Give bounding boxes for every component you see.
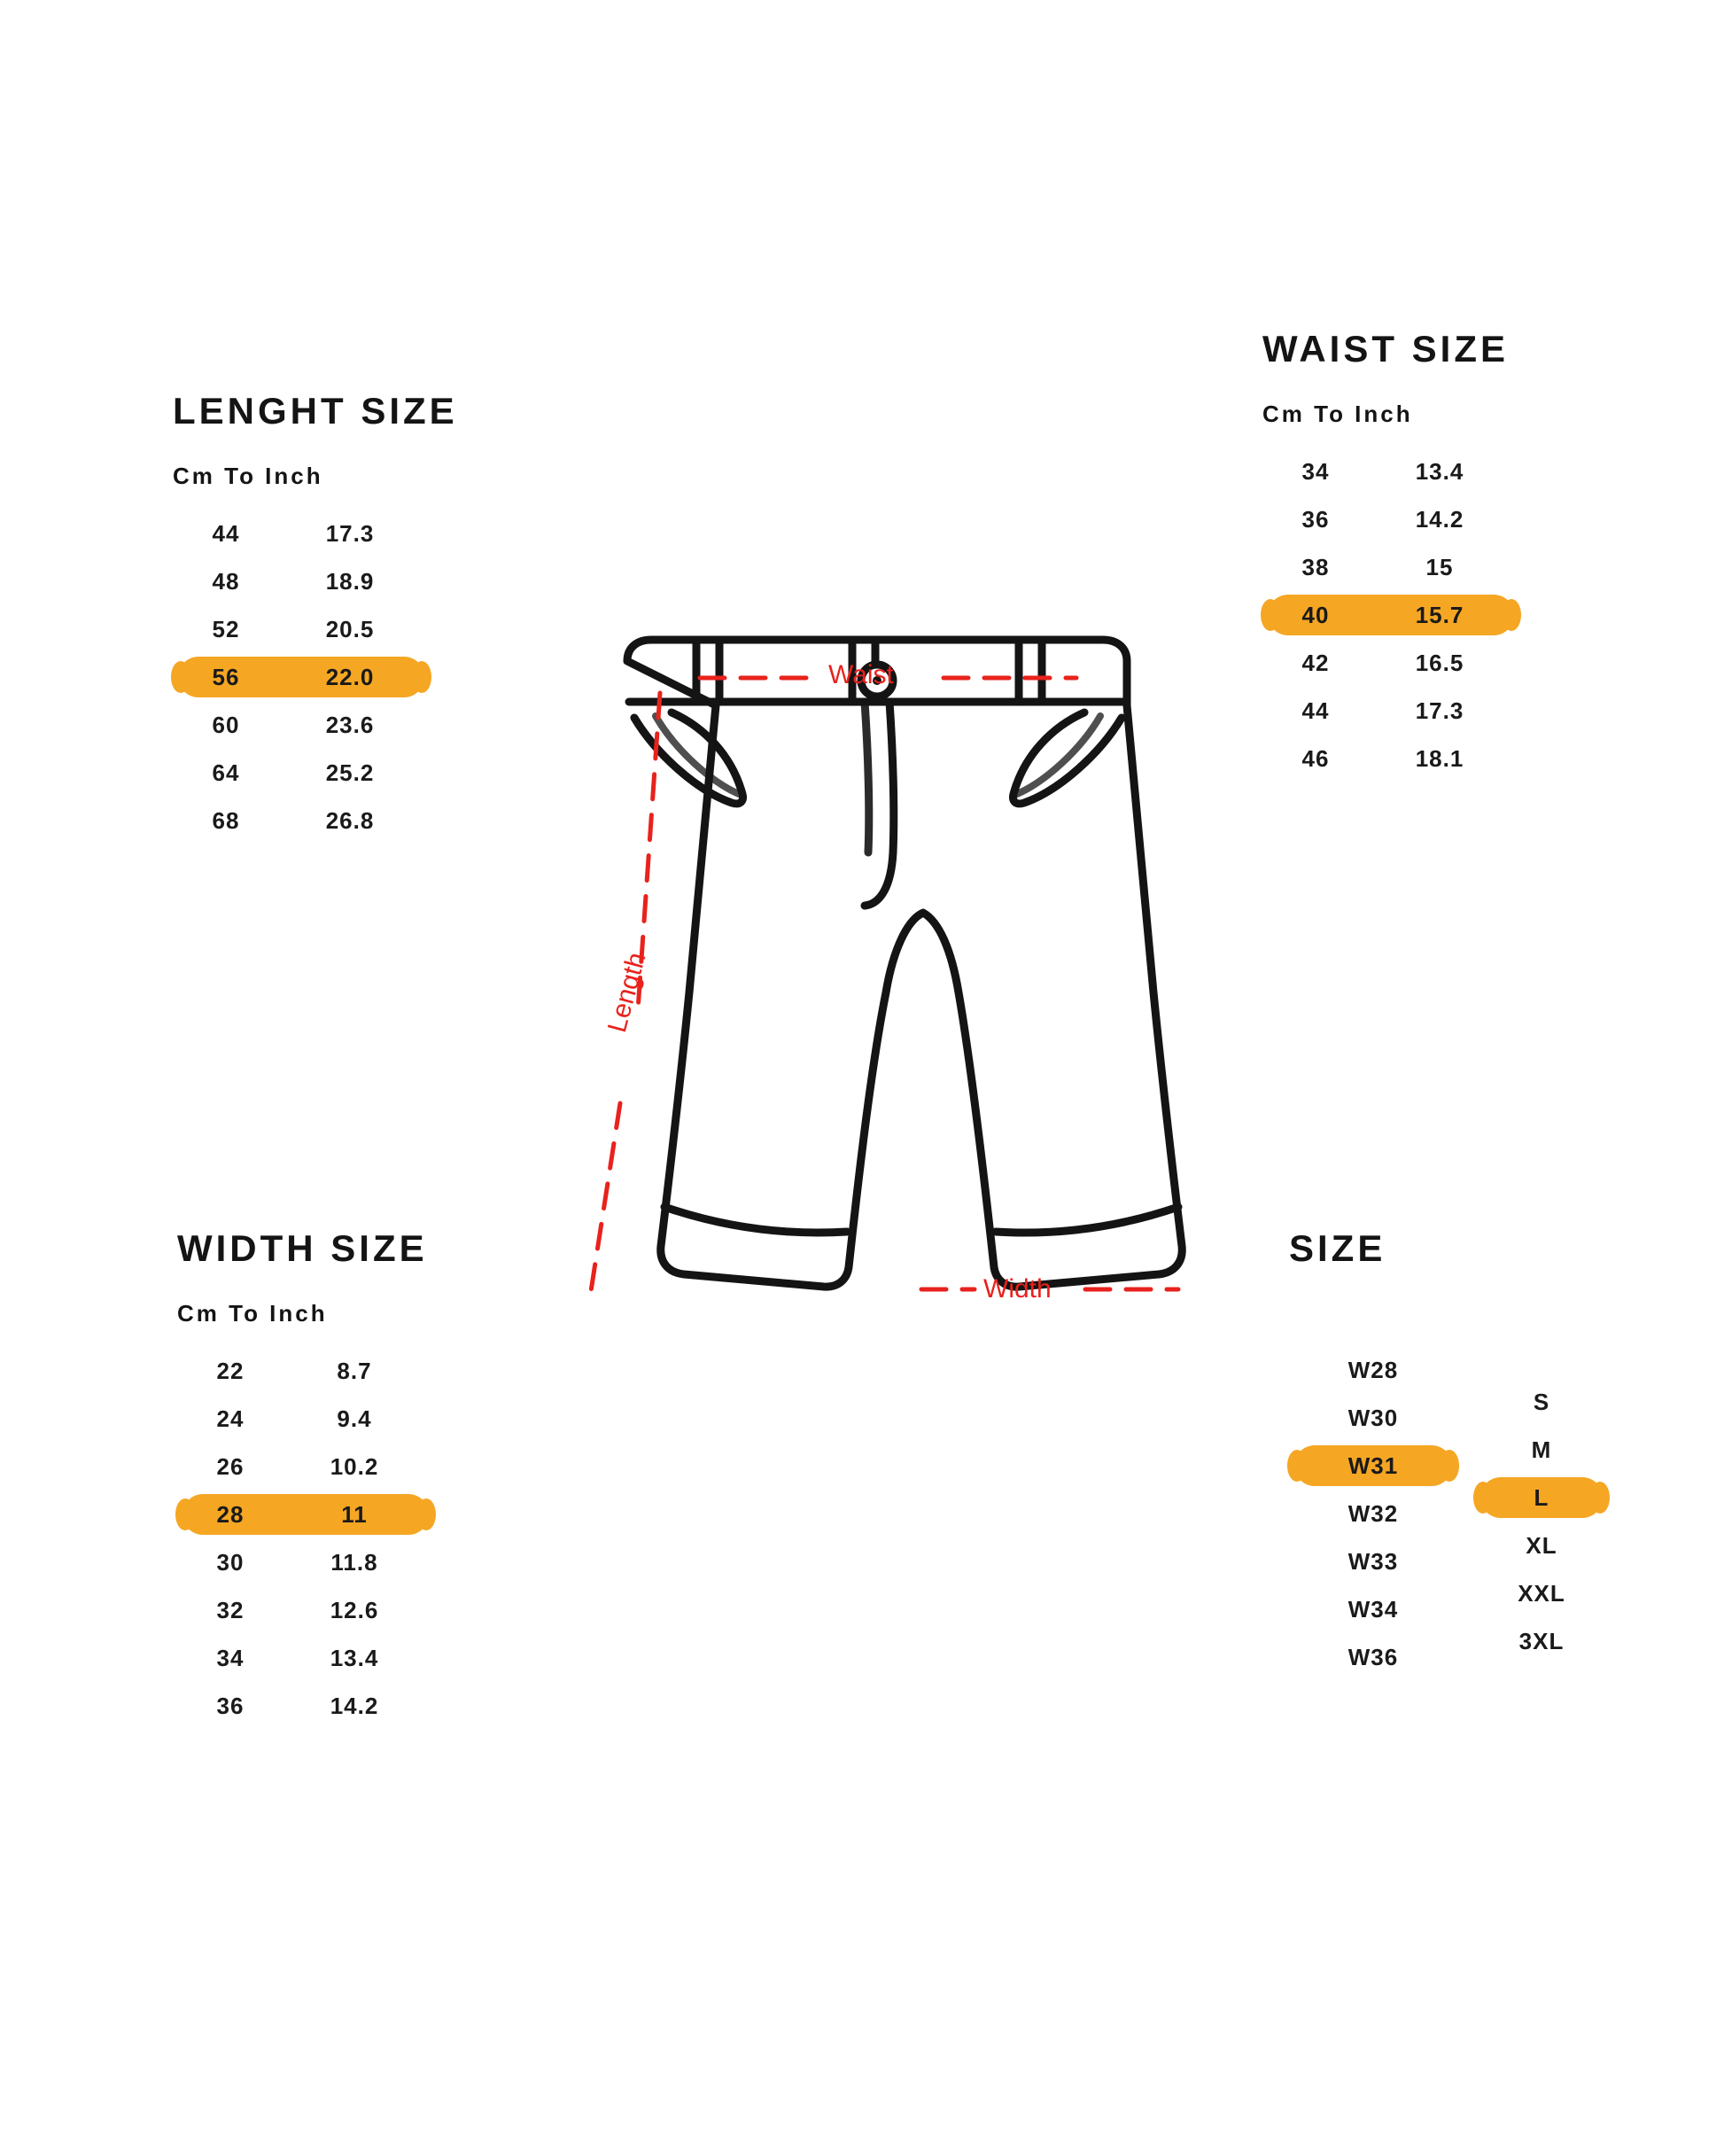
size-letter-value: M bbox=[1531, 1436, 1552, 1463]
table-row bbox=[177, 1443, 434, 1491]
table-row bbox=[173, 605, 430, 653]
waist-cm-value: 44 bbox=[1301, 697, 1330, 724]
waist-inch-value: 15.7 bbox=[1415, 601, 1464, 628]
waist-cm-value: 36 bbox=[1301, 505, 1330, 533]
table-row-highlighted bbox=[173, 653, 430, 701]
table-row bbox=[173, 797, 430, 844]
waist-cm-value: 34 bbox=[1301, 457, 1330, 485]
width-cm-value: 28 bbox=[216, 1500, 245, 1528]
waist-inch-value: 13.4 bbox=[1415, 457, 1464, 485]
size-letter-value: L bbox=[1534, 1483, 1549, 1511]
width-cm-value: 22 bbox=[216, 1357, 245, 1384]
width-measure-label: Width bbox=[983, 1274, 1052, 1304]
table-row bbox=[1262, 448, 1519, 495]
list-item bbox=[1475, 1569, 1608, 1617]
size-letter-value: S bbox=[1533, 1388, 1550, 1415]
length-cm-value: 52 bbox=[212, 615, 240, 642]
size-waist-value: W32 bbox=[1347, 1499, 1399, 1527]
width-inch-value: 14.2 bbox=[330, 1692, 379, 1719]
waist-cm-value: 42 bbox=[1301, 649, 1330, 676]
table-row bbox=[1262, 543, 1519, 591]
length-inch-value: 18.9 bbox=[325, 567, 375, 595]
length-inch-value: 26.8 bbox=[325, 806, 375, 834]
width-size-panel bbox=[177, 1227, 434, 1730]
waist-cm-value: 40 bbox=[1301, 601, 1330, 628]
length-inch-value: 25.2 bbox=[325, 759, 375, 786]
width-cm-value: 34 bbox=[216, 1644, 245, 1671]
length-inch-value: 22.0 bbox=[325, 663, 375, 690]
list-item bbox=[1475, 1378, 1608, 1426]
width-cm-value: 36 bbox=[216, 1692, 245, 1719]
width-inch-value: 10.2 bbox=[330, 1452, 379, 1480]
size-letter-value: XXL bbox=[1518, 1579, 1565, 1607]
length-inch-value: 20.5 bbox=[325, 615, 375, 642]
list-item-highlighted bbox=[1475, 1474, 1608, 1522]
waist-measure-label: Waist bbox=[828, 660, 894, 689]
length-cm-value: 56 bbox=[212, 663, 240, 690]
table-row bbox=[177, 1586, 434, 1634]
length-inch-value: 23.6 bbox=[325, 711, 375, 738]
size-columns bbox=[1289, 1346, 1608, 1681]
table-row bbox=[177, 1538, 434, 1586]
table-row-highlighted bbox=[1262, 591, 1519, 639]
length-cm-value: 68 bbox=[212, 806, 240, 834]
waist-inch-value: 14.2 bbox=[1415, 505, 1464, 533]
size-waist-value: W31 bbox=[1347, 1452, 1399, 1479]
width-cm-value: 26 bbox=[216, 1452, 245, 1480]
waist-size-rows bbox=[1262, 448, 1519, 782]
waist-cm-value: 38 bbox=[1301, 553, 1330, 580]
list-item bbox=[1289, 1585, 1457, 1633]
table-row bbox=[1262, 495, 1519, 543]
size-letter-value: 3XL bbox=[1518, 1627, 1565, 1654]
width-size-title: WIDTH SIZE bbox=[177, 1227, 428, 1269]
width-cm-value: 32 bbox=[216, 1596, 245, 1623]
width-cm-value: 24 bbox=[216, 1405, 245, 1432]
list-item bbox=[1289, 1394, 1457, 1442]
waist-inch-value: 15 bbox=[1425, 553, 1454, 580]
size-waist-value: W34 bbox=[1347, 1595, 1399, 1623]
width-inch-value: 8.7 bbox=[337, 1357, 372, 1384]
list-item bbox=[1475, 1522, 1608, 1569]
waist-inch-value: 18.1 bbox=[1415, 744, 1464, 772]
table-row bbox=[177, 1682, 434, 1730]
table-row bbox=[177, 1395, 434, 1443]
list-item bbox=[1289, 1490, 1457, 1537]
size-waist-value: W33 bbox=[1347, 1547, 1399, 1575]
size-panel bbox=[1289, 1227, 1608, 1681]
size-waist-value: W30 bbox=[1347, 1404, 1399, 1431]
length-size-title: LENGHT SIZE bbox=[173, 390, 458, 432]
table-row-highlighted bbox=[177, 1491, 434, 1538]
width-inch-value: 12.6 bbox=[330, 1596, 379, 1623]
length-measure-label: Length bbox=[602, 949, 652, 1036]
length-cm-value: 48 bbox=[212, 567, 240, 595]
size-letter-value: XL bbox=[1526, 1531, 1557, 1559]
table-row bbox=[173, 701, 430, 749]
width-inch-value: 9.4 bbox=[337, 1405, 372, 1432]
table-row bbox=[1262, 639, 1519, 687]
size-letter-column bbox=[1475, 1346, 1608, 1681]
size-waist-value: W36 bbox=[1347, 1643, 1399, 1670]
list-item bbox=[1289, 1346, 1457, 1394]
table-row bbox=[173, 557, 430, 605]
list-item bbox=[1475, 1426, 1608, 1474]
size-waist-value: W28 bbox=[1347, 1356, 1399, 1383]
length-cm-value: 64 bbox=[212, 759, 240, 786]
table-row bbox=[173, 510, 430, 557]
list-item bbox=[1289, 1633, 1457, 1681]
size-waist-column bbox=[1289, 1346, 1457, 1681]
list-item bbox=[1475, 1617, 1608, 1665]
waist-size-panel bbox=[1262, 328, 1519, 782]
waist-size-column-header: Cm To Inch bbox=[1262, 401, 1413, 427]
waist-inch-value: 16.5 bbox=[1415, 649, 1464, 676]
length-cm-value: 60 bbox=[212, 711, 240, 738]
length-size-column-header: Cm To Inch bbox=[173, 463, 323, 489]
width-size-column-header: Cm To Inch bbox=[177, 1300, 328, 1327]
table-row bbox=[173, 749, 430, 797]
length-cm-value: 44 bbox=[212, 519, 240, 547]
width-size-rows bbox=[177, 1347, 434, 1730]
width-inch-value: 13.4 bbox=[330, 1644, 379, 1671]
waist-cm-value: 46 bbox=[1301, 744, 1330, 772]
length-inch-value: 17.3 bbox=[325, 519, 375, 547]
waist-inch-value: 17.3 bbox=[1415, 697, 1464, 724]
list-item-highlighted bbox=[1289, 1442, 1457, 1490]
table-row bbox=[177, 1347, 434, 1395]
width-inch-value: 11.8 bbox=[330, 1548, 378, 1576]
table-row bbox=[1262, 735, 1519, 782]
width-inch-value: 11 bbox=[341, 1500, 368, 1528]
size-title: SIZE bbox=[1289, 1227, 1386, 1269]
waist-size-title: WAIST SIZE bbox=[1262, 328, 1510, 370]
length-size-panel bbox=[173, 390, 458, 844]
table-row bbox=[177, 1634, 434, 1682]
list-item bbox=[1289, 1537, 1457, 1585]
table-row bbox=[1262, 687, 1519, 735]
width-cm-value: 30 bbox=[216, 1548, 245, 1576]
length-size-rows bbox=[173, 510, 458, 844]
